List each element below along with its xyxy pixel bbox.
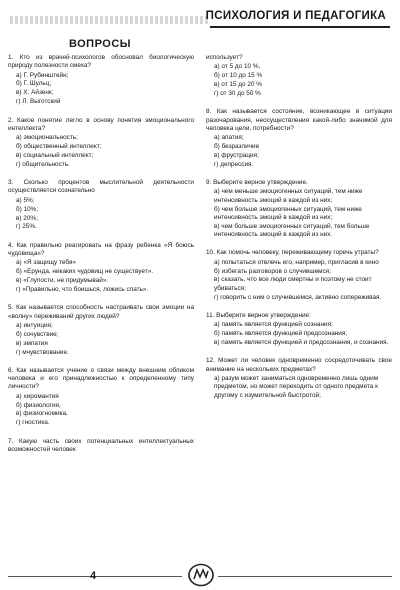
answer-option: б) от 10 до 15 % (214, 72, 263, 80)
answer-option: в) физиогномика, (16, 410, 68, 418)
question (8, 304, 194, 357)
question (206, 108, 392, 169)
question (8, 438, 194, 455)
answer-option: б) 10%; (16, 205, 39, 213)
answer-option: б) физиология, (16, 401, 61, 409)
answer-option: а) чем меньше эмоциогенных ситуаций, тем ниже интенсивность эмоций в каждой из них; (214, 188, 363, 204)
answer-option: в) фрустрация; (214, 151, 259, 159)
answer-option: в) чем больше эмоциогенных ситуаций, тем больше интенсивность эмоций в каждой из них. (214, 222, 370, 239)
left-column (8, 54, 194, 464)
answer-option: в) сказать, что все люди смертны и поэтому не стоит убиваться; (214, 276, 372, 292)
answer-option: а) память является функцией сознания; (214, 321, 333, 329)
answer-option: в) от 15 до 20 % (214, 81, 262, 89)
answer-option: в) память является функцией и предсознания, и сознания. (214, 339, 389, 347)
publisher-logo-icon (188, 563, 214, 587)
answer-options (206, 321, 392, 347)
question-text: 9. Выберите верное утверждение. (206, 179, 308, 187)
answer-option: а) попытаться отвлечь его, например, пригласив в кино (214, 258, 379, 266)
question (8, 179, 194, 232)
question-text: 11. Выберите верное утверждение: (206, 311, 311, 319)
question (206, 179, 392, 239)
answer-option: г) депрессия. (214, 160, 254, 168)
answer-option: а) от 5 до 10 %, (214, 63, 261, 71)
page-header (0, 4, 400, 34)
answer-option: в) 20%; (16, 214, 38, 222)
answer-option: а) Г. Рубинштейн; (16, 71, 69, 79)
header-faded-text (10, 16, 210, 24)
header-title: ПСИХОЛОГИЯ И ПЕДАГОГИКА (205, 10, 386, 22)
answer-option: б) сочувствие; (16, 330, 59, 338)
question (206, 249, 392, 302)
answer-option: б) чем больше эмоциогенных ситуаций, тем ниже интенсивность эмоций в каждой из них; (214, 205, 362, 221)
answer-options (206, 134, 392, 169)
answer-option: в) эмпатия (16, 339, 48, 347)
answer-options (8, 259, 194, 294)
right-column (206, 54, 392, 410)
answer-option: а) хиромантия (16, 392, 59, 400)
answer-options (206, 188, 392, 239)
question (8, 117, 194, 170)
question-text: 2. Какое понятие легло в основу понятия эмоционального интеллекта? (8, 116, 194, 132)
answer-option: г) мчувствование. (16, 348, 69, 356)
answer-option: а) интуиция; (16, 321, 53, 329)
answer-option: в) социальный интеллект; (16, 151, 94, 159)
question-text: 3. Сколько процентов мыслительной деятельности осуществляется сознательно (8, 179, 194, 195)
answer-options (8, 393, 194, 428)
question-text: 8. Как называется состояние, возникающее в ситуации разочарования, неосуществления какой-либо значимой для человека цели, потребности? (206, 108, 392, 132)
answer-option: г) Л. Выготский (16, 98, 61, 106)
question (206, 54, 392, 98)
answer-option: а) 5%; (16, 196, 35, 204)
answer-option: б) Г. Шульц; (16, 80, 52, 88)
answer-option: г) «Правильно, что боишься, ложись спать». (16, 285, 149, 293)
answer-option: г) говорить с ним о случившемся, активно сопереживая. (214, 293, 382, 301)
answer-option: б) память является функцией предсознания; (214, 330, 348, 338)
answer-options (8, 134, 194, 169)
page-number: 4 (90, 570, 97, 582)
answer-options (206, 63, 392, 98)
header-rule (210, 26, 390, 28)
answer-option: г) общительность. (16, 160, 70, 168)
answer-option: б) избегать разговоров о случившемся; (214, 267, 331, 275)
footer-rule-right (218, 576, 392, 577)
question-text: использует? (206, 54, 243, 61)
answer-options (8, 197, 194, 232)
question-text: 12. Может ли человек одновременно сосредоточивать свое внимание на нескольких предметах? (206, 357, 392, 373)
question (8, 54, 194, 107)
answer-options (206, 259, 392, 302)
answer-option: б) «Ерунда, никаких чудовищ не существует». (16, 268, 154, 276)
answer-option: г) гностика. (16, 419, 50, 427)
answer-options (8, 72, 194, 107)
answer-option: а) разум может заниматься одновременно лишь одним предметом, но может переходить от одного предмета к другому с изумительной быстротой; (214, 374, 379, 399)
question (8, 242, 194, 295)
question (8, 367, 194, 428)
question-text: 10. Как помочь человеку, переживающему горечь утраты? (206, 249, 379, 257)
question-text: 6. Как называется учение о связи между внешним обликом человека и его принадлежностью к определенному типу личности? (8, 366, 194, 391)
answer-option: в) Х. Айзенк; (16, 89, 54, 97)
question-text: 1. Кто из врачей-психологов обосновал биологическую природу полезности смеха? (8, 54, 194, 70)
answer-option: г) от 30 до 50 % (214, 89, 261, 97)
question (206, 312, 392, 347)
answer-option: а) эмоциональность; (16, 134, 78, 142)
answer-options (8, 322, 194, 357)
answer-option: а) апатия; (214, 134, 244, 142)
section-heading: ВОПРОСЫ (68, 38, 132, 50)
answer-option: б) безразличие (214, 143, 260, 151)
answer-option: б) общественный интеллект; (16, 143, 102, 151)
question-text: 4. Как правильно реагировать на фразу ребенка «Я боюсь чудовища»? (8, 241, 194, 257)
question-text: 7. Какую часть своих потенциальных интеллектуальных возможностей человек (8, 437, 194, 453)
answer-option: а) «Я защищу тебя» (16, 259, 76, 267)
page-footer (0, 566, 400, 590)
question-text: 5. Как называется способность настраивать свои эмоции на «волну» переживаний других людей? (8, 304, 194, 320)
answer-option: в) «Глупости, не придумывай». (16, 277, 109, 285)
answer-option: г) 25%. (16, 223, 37, 231)
question (206, 357, 392, 399)
answer-options (206, 375, 392, 400)
